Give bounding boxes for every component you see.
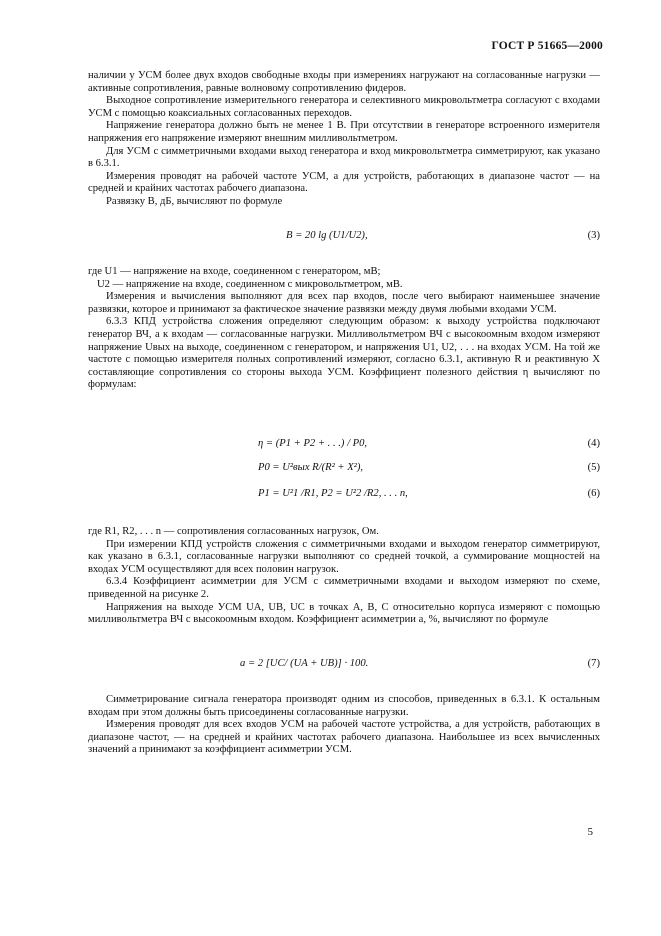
formula-6 — [88, 488, 600, 510]
block-top — [88, 70, 600, 209]
formula-7 — [88, 658, 600, 680]
formula-number: (5) — [587, 462, 600, 473]
block-bottom — [88, 694, 600, 757]
paragraph: Для УСМ с симметричными входами выход генератора и вход микровольтметра симметрируют, как указано в 6.3.1. — [88, 145, 600, 170]
formula-expression: η = (P1 + P2 + . . .) / P0, — [258, 438, 368, 449]
paragraph: Развязку B, дБ, вычисляют по формуле — [106, 195, 283, 207]
formula-number: (3) — [587, 230, 600, 241]
legend-line: U2 — напряжение на входе, соединенном с микровольтметром, мВ. — [97, 278, 403, 290]
paragraph: При измерении КПД устройств сложения с симметричными входами и выходом генератор симметрируют, как указано в 6.3.1, согласованные нагрузки выполняют со средней точкой, а суммирование мощностей на входах УСМ осуществляют для всех половин нагрузок. — [88, 538, 600, 575]
legend-line: где U1 — напряжение на входе, соединенном с генератором, мВ; — [88, 266, 381, 277]
formula-4 — [88, 438, 600, 460]
standard-header: ГОСТ Р 51665—2000 — [491, 40, 603, 52]
paragraph: наличии у УСМ более двух входов свободные входы при измерениях нагружают на согласованные нагрузки — активные сопротивления, равные волновому сопротивлению фидеров. — [88, 70, 600, 94]
paragraph: 6.3.4 Коэффициент асимметрии для УСМ с симметричными входами и выходом измеряют по схеме, приведенной на рисунке 2. — [88, 576, 600, 600]
paragraph: Напряжения на выходе УСМ UA, UB, UC в точках A, B, C относительно корпуса измеряют с помощью милливольтметра ВЧ с высокоомным входом. Коэффициент асимметрии a, %, вычисляют по формуле — [88, 601, 600, 626]
formula-expression: P0 = U²вых R/(R² + X²), — [258, 462, 364, 473]
formula-expression: P1 = U²1 /R1, P2 = U²2 /R2, . . . n, — [258, 488, 408, 499]
paragraph: Измерения проводят на рабочей частоте УСМ, а для устройств, работающих в диапазоне частот — на средней и крайних частотах рабочего диапазона. — [88, 170, 600, 195]
formula-expression: a = 2 [UC/ (UA + UB)] · 100. — [240, 658, 369, 669]
formula-expression: B = 20 lg (U1/U2), — [286, 230, 368, 241]
paragraph: Измерения и вычисления выполняют для всех пар входов, после чего выбирают наименьшее значение развязки, которое и принимают за фактическое значение развязки между двумя любыми входами УСМ. — [88, 291, 600, 315]
page-number: 5 — [587, 826, 593, 838]
paragraph: Измерения проводят для всех входов УСМ на рабочей частоте устройства, а для устройств, работающих в диапазоне частот, — на средней и крайних частотах рабочего диапазона. Наибольшее из всех вычисленных значений a принимают за коэффициент асимметрии УСМ. — [88, 719, 600, 756]
legend-line: где R1, R2, . . . n — сопротивления согласованных нагрузок, Ом. — [88, 526, 379, 537]
paragraph: 6.3.3 КПД устройства сложения определяют следующим образом: к выходу устройства подключают генератор ВЧ, а к входам — согласованные нагрузки. Милливольтметром ВЧ с высокоомным входом измеряют напряжение Uвых на выходе, соединенном с генератором, и напряжения U1, U2, . . . на входах УСМ. На той же частоте с помощью измерителя полных сопротивлений измеряют, согласно 6.3.1, активную R и реактивную X составляющие сопротивления со стороны выхода УСМ. Коэффициент полезного действия η вычисляют по формулам: — [88, 316, 600, 391]
formula-5 — [88, 462, 600, 484]
block-middle — [88, 526, 600, 627]
formula-number: (4) — [587, 438, 600, 449]
formula-3 — [88, 230, 600, 252]
formula-number: (6) — [587, 488, 600, 499]
formula-number: (7) — [587, 658, 600, 669]
paragraph: Напряжение генератора должно быть не менее 1 В. При отсутствии в генераторе встроенного измерителя напряжения его напряжение измеряют внешним милливольтметром. — [88, 120, 600, 144]
paragraph: Симметрирование сигнала генератора производят одним из способов, приведенных в 6.3.1. К остальным входам при этом должны быть присоединены согласованные нагрузки. — [88, 694, 600, 718]
block-where-1 — [88, 266, 600, 392]
paragraph: Выходное сопротивление измерительного генератора и селективного микровольтметра согласуют с входами УСМ с помощью коаксиальных согласованных переходов. — [88, 95, 600, 119]
